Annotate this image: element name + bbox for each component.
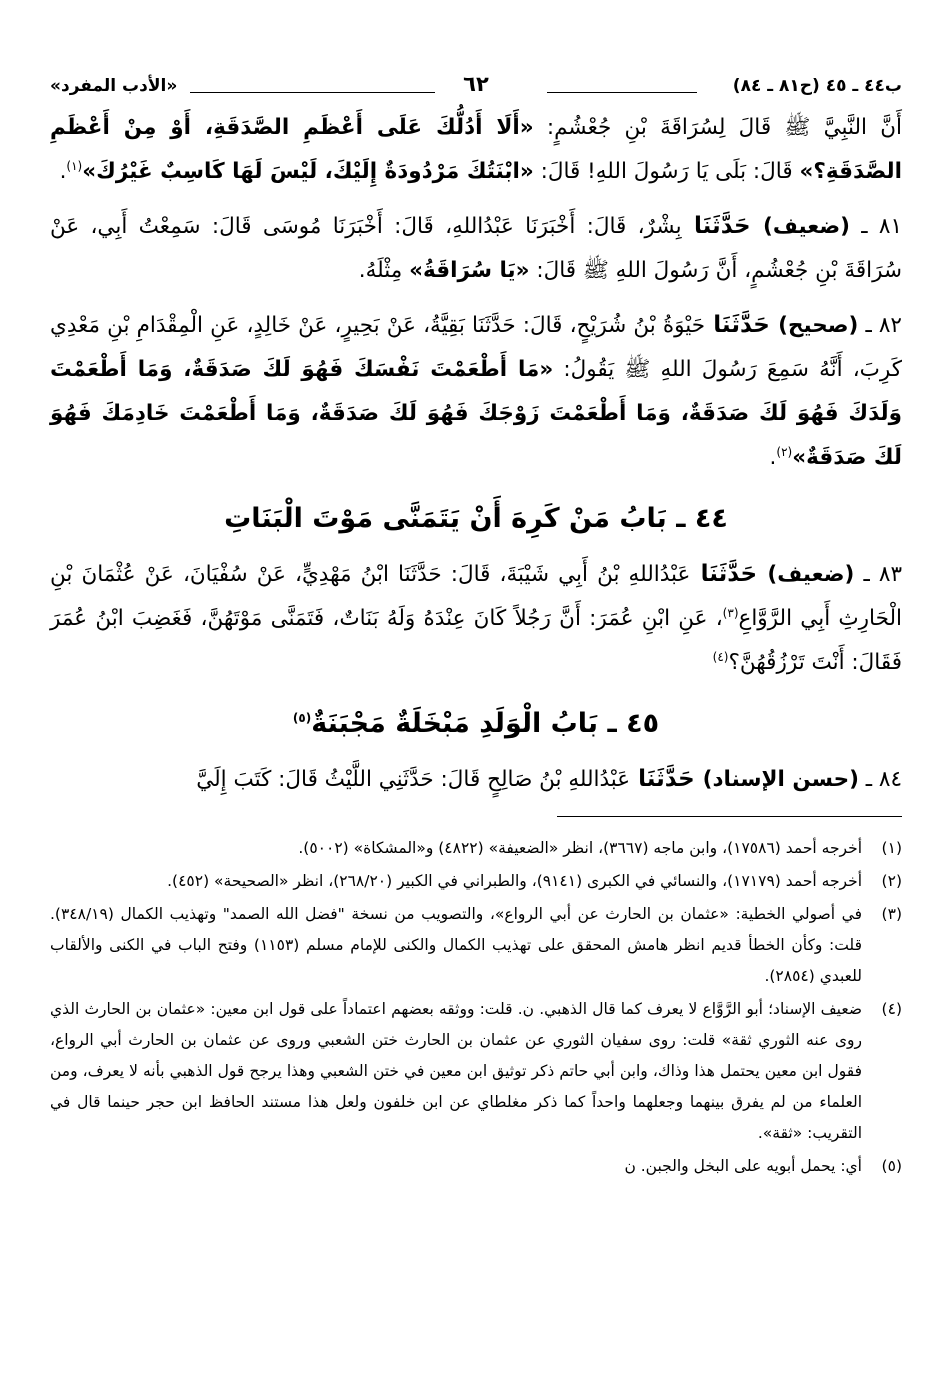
hadith-83-text-2: ، عَنِ ابْنِ عُمَرَ: أَنَّ رَجُلاً كَانَ عِنْدَهُ وَلَهُ بَنَاتٌ، فَتَمَنَّى مَوْتَهُنَّ، فَغَضِبَ ابْنُ عُمَرَ فَقَالَ: أَنْتَ تَرْزُقُهُنَّ؟ bbox=[50, 606, 902, 675]
footnote-4-number: (٤) bbox=[881, 1000, 902, 1018]
chapter-44-heading bbox=[50, 496, 902, 542]
hadith-82 bbox=[50, 303, 902, 480]
footnote-4 bbox=[50, 994, 902, 1149]
footnote-3-number: (٣) bbox=[881, 905, 902, 923]
running-header bbox=[50, 70, 902, 106]
hadith-83-number: ٨٣ ـ bbox=[854, 562, 902, 587]
hadith-81 bbox=[50, 204, 902, 293]
header-section-range: ب٤٤ ـ ٤٥ (ح٨١ ـ ٨٤) bbox=[732, 76, 902, 96]
hadith-82-lead: حَدَّثَنَا bbox=[705, 312, 779, 338]
hadith-83 bbox=[50, 552, 902, 685]
chapter-45-heading bbox=[50, 701, 902, 747]
footnote-ref-5: (٥) bbox=[292, 711, 312, 725]
hadith-82-grade: (صحيح) bbox=[778, 313, 859, 338]
hadith-84-text: عَبْدُاللهِ بْنُ صَالِحٍ قَالَ: حَدَّثَنِي اللَّيْثُ قَالَ: كَتَبَ إِلَيَّ bbox=[196, 767, 631, 792]
footnote-ref-3: (٣) bbox=[722, 605, 739, 620]
chapter-45-title: ٤٥ ـ بَابُ الْوَلَدِ مَبْخَلَةٌ مَجْبَنَةٌ bbox=[311, 708, 660, 739]
hadith-82-end: . bbox=[769, 445, 777, 470]
hadith-81-end: مِثْلَهُ. bbox=[358, 258, 410, 283]
footnote-separator bbox=[557, 816, 902, 817]
intro-text-2: قَالَ: بَلَى يَا رَسُولَ اللهِ! قَالَ: bbox=[533, 159, 800, 184]
footnote-1-text: أخرجه أحمد (١٧٥٨٦)، وابن ماجه (٣٦٦٧)، انظر «الضعيفة» (٤٨٢٢) و«المشكاة» (٥٠٠٢). bbox=[298, 839, 862, 857]
footnote-5-number: (٥) bbox=[881, 1157, 902, 1175]
footnote-4-text: ضعيف الإسناد؛ أبو الرَّوَّاع لا يعرف كما قال الذهبي. ن. قلت: ووثقه بعضهم اعتماداً على قول ابن معين: «عثمان بن الحارث الذي روى عنه الثوري ثقة» قلت: روى سفيان الثوري عن عثمان بن الحارث ختن الشعبي وروى عن عثمان بن الحارث أبي الرواع، فقول ابن معين يحتمل هذا وذاك، وابن أبي حاتم ذكر توثيق ابن معين في ختن الشعبي وهذا يرجح قول الذهبي بأنه لا يعرف، ومن العلماء من لم يفرق بينهما وجعلهما واحداً كما ذكر مغلطاي عن ابن خلفون ولعل هذا مستند الحافظ ابن حجر حينما قال في التقريب: «ثقة». bbox=[50, 1000, 862, 1142]
hadith-81-grade: (ضعيف) bbox=[763, 214, 850, 239]
hadith-83-text: عَبْدُاللهِ بْنُ أَبِي شَيْبَةَ، قَالَ: حَدَّثَنَا ابْنُ مَهْدِيٍّ، عَنْ سُفْيَانَ، عَنْ عُثْمَانَ بْنِ الْحَارِثِ أَبِي الرَّوَّاعِ bbox=[50, 562, 902, 631]
hadith-82-matn: «مَا أَطْعَمْتَ نَفْسَكَ فَهُوَ لَكَ صَدَقَةٌ، وَمَا أَطْعَمْتَ وَلَدَكَ فَهُوَ لَكَ صَدَقَةٌ، وَمَا أَطْعَمْتَ زَوْجَكَ فَهُوَ لَكَ صَدَقَةٌ، وَمَا أَطْعَمْتَ خَادِمَكَ فَهُوَ لَكَ صَدَقَةٌ» bbox=[50, 357, 902, 470]
hadith-84-lead: حَدَّثَنَا bbox=[630, 766, 703, 792]
intro-matn-2: «ابْنَتُكَ مَرْدُودَةٌ إِلَيْكَ، لَيْسَ لَهَا كَاسِبٌ غَيْرُكَ» bbox=[82, 159, 534, 184]
footnote-1-number: (١) bbox=[881, 839, 902, 857]
intro-matn: «أَلَا أَدُلُّكَ عَلَى أَعْظَمِ الصَّدَقَةِ، أَوْ مِنْ أَعْظَمِ الصَّدَقَةِ؟» bbox=[50, 115, 902, 184]
footnote-2-number: (٢) bbox=[881, 872, 902, 890]
page-number: ٦٢ bbox=[463, 72, 489, 96]
hadith-84-number: ٨٤ ـ bbox=[858, 767, 902, 792]
footnote-ref-1: (١) bbox=[66, 158, 83, 173]
header-book-title: «الأدب المفرد» bbox=[50, 76, 178, 96]
hadith-81-matn: «يَا سُرَاقَةُ» bbox=[409, 258, 530, 283]
hadith-82-number: ٨٢ ـ bbox=[858, 313, 902, 338]
hadith-84 bbox=[50, 757, 902, 802]
hadith-81-text: بِشْرٌ، قَالَ: أَخْبَرَنَا عَبْدُاللهِ، قَالَ: أَخْبَرَنَا مُوسَى قَالَ: سَمِعْتُ أَبِي، عَنْ سُرَاقَةَ بْنِ جُعْشُمٍ، أَنَّ رَسُولَ اللهِ ﷺ قَالَ: bbox=[50, 214, 902, 283]
main-text bbox=[50, 106, 902, 802]
footnote-ref-2: (٢) bbox=[776, 444, 793, 459]
hadith-81-number: ٨١ ـ bbox=[849, 214, 902, 239]
header-rule-left bbox=[190, 92, 435, 93]
footnote-1 bbox=[50, 833, 902, 864]
hadith-83-lead: حَدَّثَنَا bbox=[690, 561, 768, 587]
intro-text: أَنَّ النَّبِيَّ ﷺ قَالَ لِسُرَاقَةَ بْنِ جُعْشُمٍ: bbox=[533, 115, 902, 140]
book-page bbox=[50, 70, 902, 1184]
hadith-83-grade: (ضعيف) bbox=[767, 562, 855, 587]
chapter-44-title: ٤٤ ـ بَابُ مَنْ كَرِهَ أَنْ يَتَمَنَّى مَوْتَ الْبَنَاتِ bbox=[224, 503, 728, 534]
hadith-82-text: حَيْوَةُ بْنُ شُرَيْحٍ، قَالَ: حَدَّثَنَا بَقِيَّةُ، عَنْ بَحِيرٍ، عَنْ خَالِدٍ، عَنِ الْمِقْدَامِ بْنِ مَعْدِي كَرِبَ، أَنَّهُ سَمِعَ رَسُولَ اللهِ ﷺ يَقُولُ: bbox=[50, 313, 903, 382]
intro-end: . bbox=[59, 159, 67, 184]
hadith-81-lead: حَدَّثَنَا bbox=[681, 213, 764, 239]
footnotes bbox=[50, 833, 902, 1182]
intro-paragraph bbox=[50, 106, 902, 194]
footnote-5-text: أي: يحمل أبويه على البخل والجبن. ن bbox=[624, 1157, 862, 1175]
footnote-2-text: أخرجه أحمد (١٧١٧٩)، والنسائي في الكبرى (٩١٤١)، والطبراني في الكبير (٢٦٨/٢٠)، انظر «الصحيحة» (٤٥٢). bbox=[167, 872, 862, 890]
footnote-2 bbox=[50, 866, 902, 897]
footnote-3 bbox=[50, 899, 902, 992]
footnote-ref-4: (٤) bbox=[712, 649, 729, 664]
footnote-5 bbox=[50, 1151, 902, 1182]
footnote-3-text: في أصولي الخطية: «عثمان بن الحارث عن أبي الرواع»، والتصويب من نسخة "فضل الله الصمد" وتهذيب الكمال (٣٤٨/١٩). قلت: وكأن الخطأ قديم انظر هامش المحقق على تهذيب الكمال والكنى للإمام مسلم (١١٥٣) وفتح الباب في الكنى والألقاب للعبدي (٢٨٥٤). bbox=[50, 905, 862, 985]
hadith-84-grade: (حسن الإسناد) bbox=[702, 767, 859, 792]
